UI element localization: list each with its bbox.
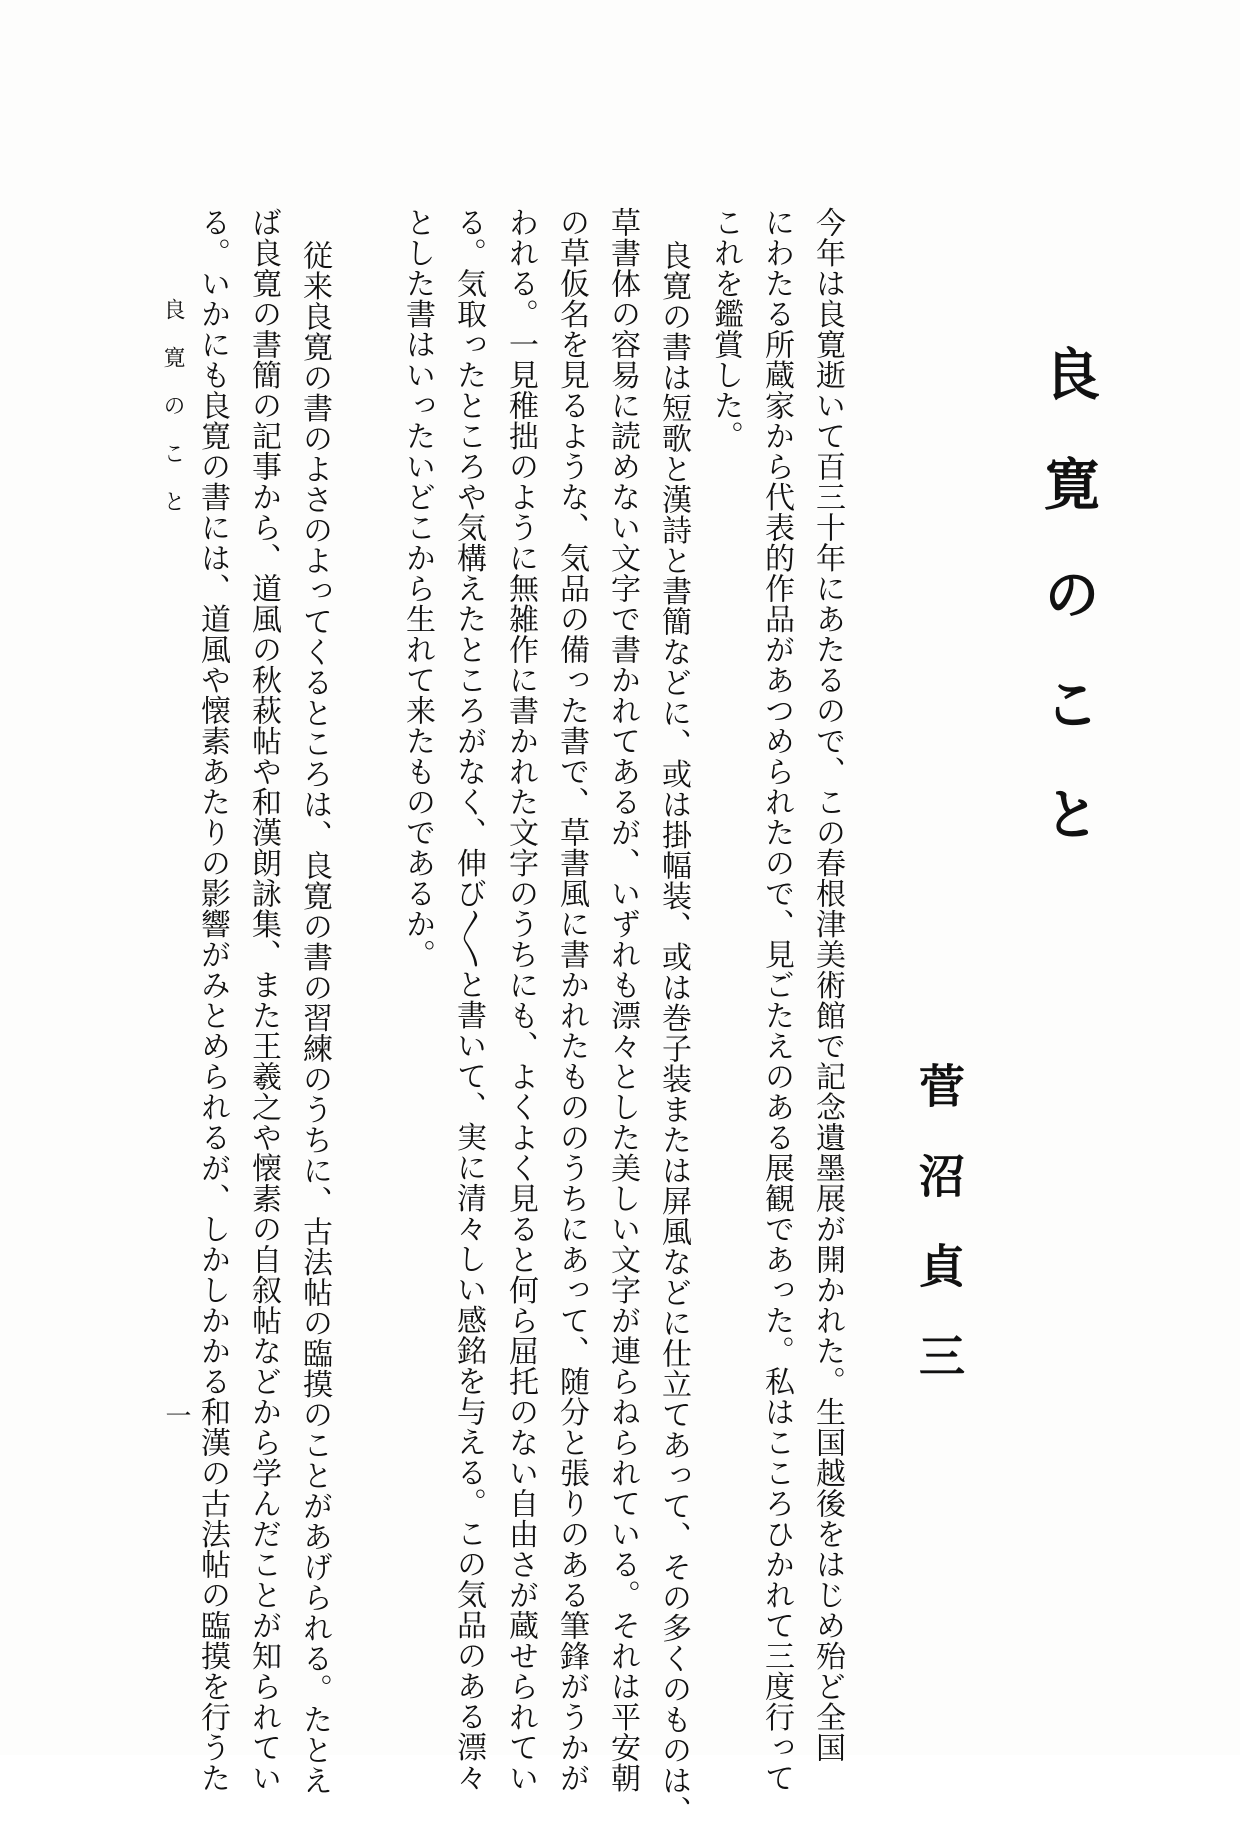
running-head: 良寛のこと [160, 298, 185, 538]
body-line: 良寛の書は短歌と漢詩と書簡などに、或は掛幅装、或は巻子装または屏風などに仕立てあって、その多くのものは、 [656, 240, 691, 1826]
body-line: とした書はいったいどこから生れて来たものであるか。 [400, 207, 435, 970]
body-line: にわたる所蔵家から代表的作品があつめられたので、見ごたえのある展観であった。私はこころひかれて三度行って [759, 207, 794, 1793]
author-name: 菅沼貞三 [912, 1062, 966, 1422]
body-line: われる。一見稚拙のように無雑作に書かれた文字のうちにも、よくよく見ると何ら屈托のない自由さが蔵せられてい [503, 207, 538, 1793]
body-line: ば良寛の書簡の記事から、道風の秋萩帖や和漢朗詠集、また王羲之や懐素の自叙帖などから学んだことが知られてい [246, 207, 281, 1793]
page-number: 一 [161, 1402, 191, 1428]
body-line: 従来良寛の書のよさのよってくるところは、良寛の書の習練のうちに、古法帖の臨摸のことがあげられる。たとえ [297, 240, 332, 1796]
essay-title: 良寛のこと [1035, 345, 1101, 895]
body-line: の草仮名を見るような、気品の備った書で、草書風に書かれたもののうちにあって、随分と張りのある筆鋒がうかが [554, 207, 589, 1793]
body-line: る。いかにも良寛の書には、道風や懐素あたりの影響がみとめられるが、しかしかかる和漢の古法帖の臨摸を行うた [195, 207, 230, 1793]
body-line: これを鑑賞した。 [708, 207, 743, 451]
body-line: る。気取ったところや気構えたところがなく、伸び〳〵と書いて、実に清々しい感銘を与える。この気品のある漂々 [451, 207, 486, 1793]
body-line: 草書体の容易に読めない文字で書かれてあるが、いずれも漂々とした美しい文字が連らねられている。それは平安朝 [605, 207, 640, 1793]
body-line: 今年は良寛逝いて百三十年にあたるので、この春根津美術館で記念遺墨展が開かれた。生国越後をはじめ殆ど全国 [810, 207, 845, 1763]
